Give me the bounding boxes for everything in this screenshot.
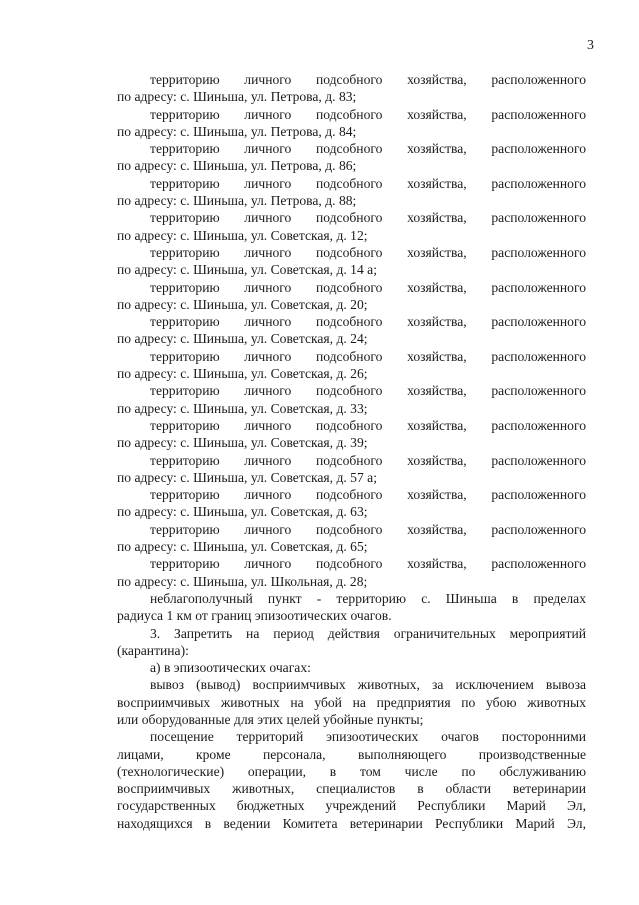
property-entry [117,486,586,521]
property-entry-line-1: территорию личного подсобного хозяйства, расположенного [150,383,586,399]
property-entry [117,313,586,348]
property-entry-line-1: территорию личного подсобного хозяйства, расположенного [150,106,586,122]
page-number: 3 [587,38,594,53]
property-entry-line-1: территорию личного подсобного хозяйства, расположенного [150,314,586,330]
property-entry-address: по адресу: с. Шиньша, ул. Советская, д. 39; [117,435,368,451]
property-entry [117,417,586,452]
paragraph-line: посещение территорий эпизоотических очагов посторонними [150,729,586,745]
paragraph-line: а) в эпизоотических очагах: [150,660,311,676]
paragraph-line: лицами, кроме персонала, выполняющего производственные [117,746,586,762]
property-entry [117,348,586,383]
property-entry-address: по адресу: с. Шиньша, ул. Советская, д. 20; [117,296,368,312]
paragraph-line: находящихся в ведении Комитета ветеринарии Республики Марий Эл, [117,815,586,831]
property-entry-line-1: территорию личного подсобного хозяйства, расположенного [150,175,586,191]
property-entry [117,106,586,141]
section-3-heading [117,625,586,660]
property-entry-line-1: территорию личного подсобного хозяйства, расположенного [150,556,586,572]
property-entry-line-1: территорию личного подсобного хозяйства, расположенного [150,487,586,503]
property-entry [117,175,586,210]
property-entry-line-1: территорию личного подсобного хозяйства, расположенного [150,348,586,364]
paragraph-line: (технологические) операции, в том числе по обслуживанию [117,763,586,779]
property-entry-address: по адресу: с. Шиньша, ул. Советская, д. 57 а; [117,469,377,485]
property-entry-line-1: территорию личного подсобного хозяйства, расположенного [150,521,586,537]
property-entry-address: по адресу: с. Шиньша, ул. Советская, д. 33; [117,400,368,416]
removal-paragraph [117,676,586,728]
property-entry [117,140,586,175]
property-entry-address: по адресу: с. Шиньша, ул. Советская, д. 26; [117,366,368,382]
paragraph-line: восприимчивых животных на убой на предприятия по убою животных [117,694,586,710]
property-entry-line-1: территорию личного подсобного хозяйства, расположенного [150,141,586,157]
paragraph-line: государственных бюджетных учреждений Республики Марий Эл, [117,798,586,814]
paragraph-line: или оборудованные для этих целей убойные пункты; [117,711,424,727]
property-entry [117,279,586,314]
property-entry-address: по адресу: с. Шиньша, ул. Советская, д. 63; [117,504,368,520]
unfavorable-point-paragraph [117,590,586,625]
property-entry-line-1: территорию личного подсобного хозяйства, расположенного [150,417,586,433]
paragraph-line: вывоз (вывод) восприимчивых животных, за исключением вывоза [150,677,586,693]
paragraph-line: радиуса 1 км от границ эпизоотических очагов. [117,608,392,624]
property-entry-line-1: территорию личного подсобного хозяйства, расположенного [150,279,586,295]
property-list [117,71,586,590]
property-entry [117,71,586,106]
property-entry [117,382,586,417]
property-entry-address: по адресу: с. Шиньша, ул. Петрова, д. 88; [117,193,357,209]
visit-paragraph [117,728,586,832]
property-entry [117,555,586,590]
property-entry [117,452,586,487]
property-entry-line-1: территорию личного подсобного хозяйства, расположенного [150,210,586,226]
property-entry-address: по адресу: с. Шиньша, ул. Советская, д. 12; [117,227,368,243]
paragraph-line: восприимчивых животных, специалистов в области ветеринарии [117,781,586,797]
property-entry [117,244,586,279]
property-entry-address: по адресу: с. Шиньша, ул. Школьная, д. 28; [117,573,368,589]
property-entry-address: по адресу: с. Шиньша, ул. Советская, д. 65; [117,539,368,555]
property-entry-line-1: территорию личного подсобного хозяйства, расположенного [150,72,586,87]
paragraph-line: неблагополучный пункт - территорию с. Шиньша в пределах [150,590,586,606]
property-entry-address: по адресу: с. Шиньша, ул. Советская, д. 14 а; [117,262,377,278]
property-entry-address: по адресу: с. Шиньша, ул. Петрова, д. 83; [117,89,357,105]
property-entry-line-1: территорию личного подсобного хозяйства, расположенного [150,452,586,468]
subsection-a [117,659,586,676]
property-entry-address: по адресу: с. Шиньша, ул. Советская, д. 24; [117,331,368,347]
property-entry-address: по адресу: с. Шиньша, ул. Петрова, д. 86; [117,158,357,174]
property-entry-address: по адресу: с. Шиньша, ул. Петрова, д. 84; [117,123,357,139]
paragraph-line: 3. Запретить на период действия ограничительных мероприятий [150,625,586,641]
property-entry [117,521,586,556]
property-entry [117,209,586,244]
property-entry-line-1: территорию личного подсобного хозяйства, расположенного [150,244,586,260]
document-body [117,71,586,832]
paragraph-line: (карантина): [117,642,189,658]
